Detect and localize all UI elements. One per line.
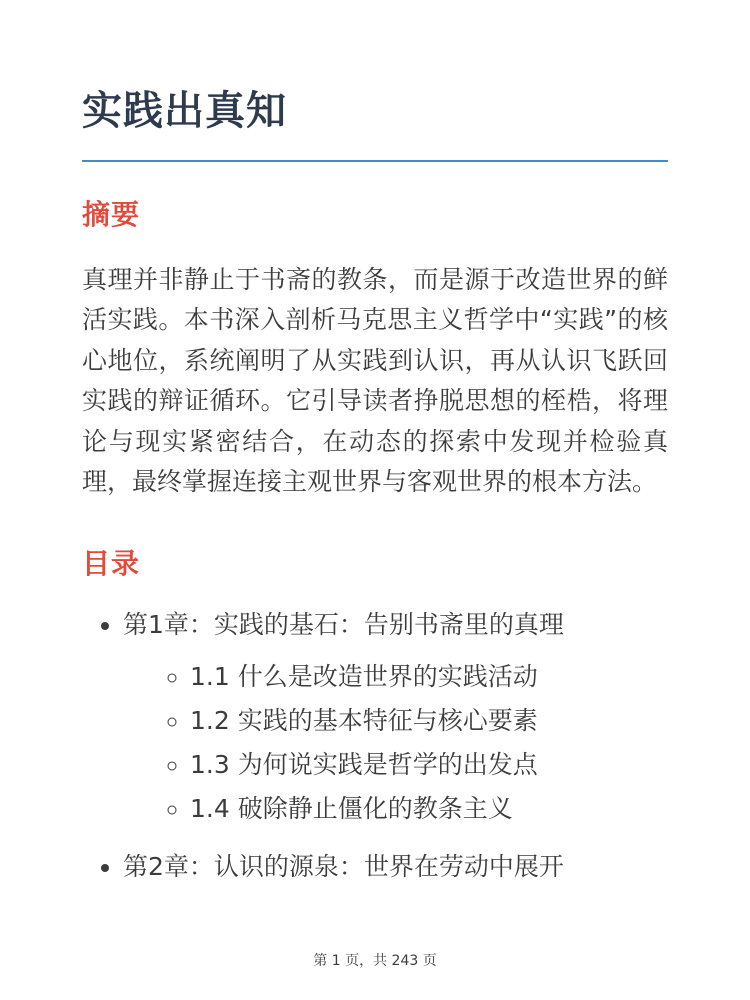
toc-heading: 目录 [82,546,141,580]
toc-chapter-label: 第2章：认识的源泉：世界在劳动中展开 [123,852,564,882]
toc-section-item: ◦ 1.3 为何说实践是哲学的出发点 [190,748,668,782]
page-number: 第 1 页，共 243 页 [313,953,437,969]
toc-section-item: ◦ 1.1 什么是改造世界的实践活动 [190,660,668,694]
page-title: 实践出真知 [82,88,287,134]
toc-list [82,608,668,884]
toc-section-item: ◦ 1.4 破除静止僵化的教条主义 [190,792,668,826]
abstract-text: 真理并非静止于书斋的教条，而是源于改造世界的鲜活实践。本书深入剖析马克思主义哲学中“实践”的核心地位，系统阐明了从实践到认识，再从认识飞跃回实践的辩证循环。它引导读者挣脱思想的桎梏，将理论与现实紧密结合，在动态的探索中发现并检验真理，最终掌握连接主观世界与客观世界的根本方法。 [82,264,668,497]
toc-chapter-item [123,608,668,826]
toc-section-item: ◦ 1.2 实践的基本特征与核心要素 [190,704,668,738]
toc-section-list [123,660,668,826]
abstract-heading: 摘要 [82,198,141,231]
title-divider [82,160,668,162]
toc-chapter-item [123,850,668,884]
toc-chapter-label: 第1章：实践的基石：告别书斋里的真理 [123,610,564,640]
